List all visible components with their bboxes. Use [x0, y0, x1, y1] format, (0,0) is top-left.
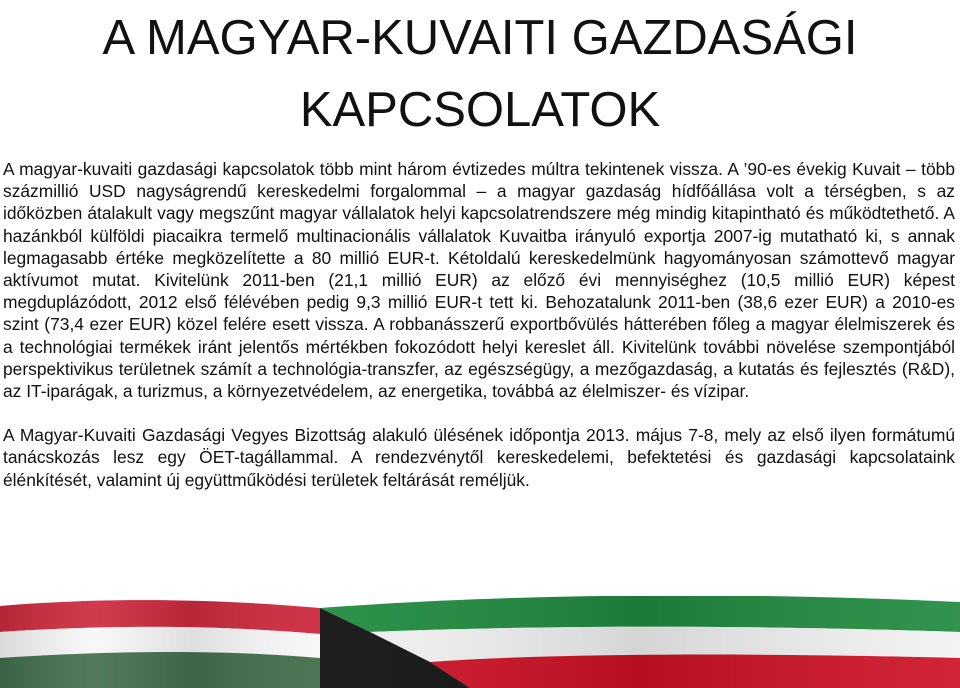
body-paragraph-1: A magyar-kuvaiti gazdasági kapcsolatok több mint három évtizedes múltra tekintenek vissza. A ’90-es évekig Kuvait – több százmillió USD nagyságrendű kereskedelmi forgalommal – a magyar gazdaság hídfőállása volt a térségben, s az időközben átalakult vagy megszűnt magyar vállalatok helyi kapcsolatrendszere még mindig kitapintható és működtethető. A hazánkból külföldi piacaikra termelő multinacionális vállalatok Kuvaitba irányuló exportja 2007-ig mutatható ki, s annak legmagasabb értéke megközelítette a 80 millió EUR-t. Kétoldalú kereskedelmünk hagyományosan számottevő magyar aktívumot mutat. Kivitelünk 2011-ben (21,1 millió EUR) az előző évi mennyiséghez (10,5 millió EUR) képest megduplázódott, 2012 első félévében pedig 9,3 millió EUR-t tett ki. Behozatalunk 2011-ben (38,6 ezer EUR) a 2010-es szint (73,4 ezer EUR) közel felére esett vissza. A robbanásszerű exportbővülés hátterében főleg a magyar élelmiszerek és a technológiai termékek iránt jelentős mértékben fokozódott helyi kereslet áll. Kivitelünk további növelése szempontjából perspektivikus területnek számít a technológia-transzfer, az egészségügy, a mezőgazdaság, a kutatás és fejlesztés (R&D), az IT-iparágak, a turizmus, a környezetvédelem, az energetika, továbbá az élelmiszer- és vízipar.: [3, 159, 955, 402]
hungary-kuwait-flags-image: [0, 596, 960, 688]
hungary-flag: [0, 600, 320, 688]
slide-title: A MAGYAR-KUVAITI GAZDASÁGI KAPCSOLATOK: [102, 11, 858, 137]
body-paragraph-2: A Magyar-Kuvaiti Gazdasági Vegyes Bizottság alakuló ülésének időpontja 2013. május 7-8, mely az első ilyen formátumú tanácskozás lesz egy ÖET-tagállammal. A rendezvénytől kereskedelemi, befektetési és gazdasági kapcsolataink élénkítését, valamint új együttműködési területek feltárását reméljük.: [3, 425, 955, 490]
slide-body: [3, 158, 955, 491]
kuwait-flag: [320, 596, 960, 688]
